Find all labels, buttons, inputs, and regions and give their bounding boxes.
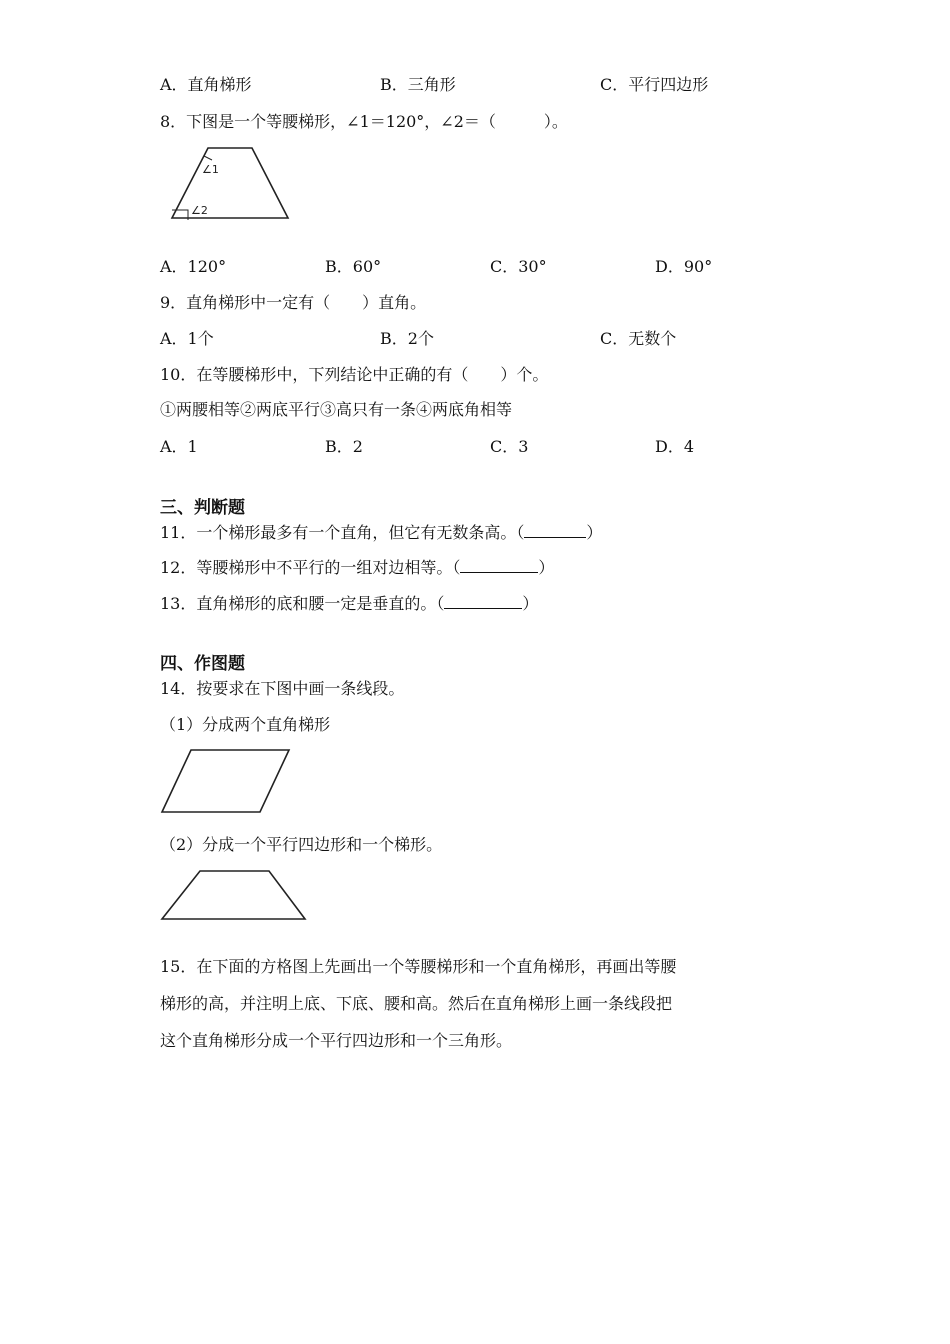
parallelogram-outline bbox=[162, 750, 289, 812]
q15 bbox=[160, 948, 780, 1059]
q10-option-b: B．2 bbox=[325, 437, 363, 456]
trapezoid-outline bbox=[172, 148, 288, 218]
angle2-label: ∠2 bbox=[191, 204, 208, 217]
q7-option-a: A．直角梯形 bbox=[160, 75, 252, 94]
q8-option-a: A．120° bbox=[160, 257, 227, 276]
q11-open-paren: （ bbox=[516, 523, 525, 542]
q7-option-c: C．平行四边形 bbox=[600, 75, 709, 94]
q12-answer-blank[interactable] bbox=[460, 558, 538, 573]
q10-option-d: D．4 bbox=[655, 437, 695, 456]
angle1-arc bbox=[204, 148, 212, 160]
angle1-label: ∠1 bbox=[202, 163, 219, 176]
q14-stem: 14．按要求在下图中画一条线段。 bbox=[160, 679, 405, 698]
q10-statements: ①两腰相等②两底平行③高只有一条④两底角相等 bbox=[160, 400, 513, 419]
q9-stem: 9．直角梯形中一定有（ ）直角。 bbox=[160, 293, 427, 312]
q13-open-paren: （ bbox=[436, 594, 445, 613]
q8-option-d: D．90° bbox=[655, 257, 713, 276]
section3-title: 三、判断题 bbox=[160, 498, 245, 518]
q9-option-c: C．无数个 bbox=[600, 329, 677, 348]
q15-line2: 梯形的高，并注明上底、下底、腰和高。然后在直角梯形上画一条线段把 bbox=[160, 994, 673, 1013]
q10-option-a: A．1 bbox=[160, 437, 198, 456]
q14-part1: （1）分成两个直角梯形 bbox=[160, 715, 331, 734]
q11-close-paren: ） bbox=[586, 523, 603, 542]
q12 bbox=[160, 557, 554, 579]
q12-close-paren: ） bbox=[538, 558, 555, 577]
q8-option-b: B．60° bbox=[325, 257, 382, 276]
q13-answer-blank[interactable] bbox=[444, 594, 522, 609]
isosceles-trapezoid-figure bbox=[160, 140, 300, 230]
q10-option-c: C．3 bbox=[490, 437, 529, 456]
section4-title: 四、作图题 bbox=[160, 654, 245, 674]
q13-close-paren: ） bbox=[522, 594, 539, 613]
q9-option-a: A．1个 bbox=[160, 329, 214, 348]
q13-text: 13．直角梯形的底和腰一定是垂直的。 bbox=[160, 594, 437, 613]
q8-stem: 8．下图是一个等腰梯形，∠1＝120°，∠2＝（ ）。 bbox=[160, 112, 568, 131]
trapezoid-figure[interactable] bbox=[160, 868, 308, 922]
parallelogram-figure[interactable] bbox=[160, 748, 292, 814]
q14-part2: （2）分成一个平行四边形和一个梯形。 bbox=[160, 835, 443, 854]
q11-text: 11．一个梯形最多有一个直角，但它有无数条高。 bbox=[160, 523, 517, 542]
q15-line3: 这个直角梯形分成一个平行四边形和一个三角形。 bbox=[160, 1031, 513, 1050]
q10-stem: 10．在等腰梯形中，下列结论中正确的有（ ）个。 bbox=[160, 365, 549, 384]
q9-option-b: B．2个 bbox=[380, 329, 434, 348]
q13 bbox=[160, 593, 538, 615]
q12-open-paren: （ bbox=[452, 558, 461, 577]
q8-option-c: C．30° bbox=[490, 257, 547, 276]
q11-answer-blank[interactable] bbox=[524, 523, 586, 538]
q15-line1: 15．在下面的方格图上先画出一个等腰梯形和一个直角梯形，再画出等腰 bbox=[160, 957, 677, 976]
trapezoid-outline bbox=[162, 871, 305, 919]
q7-option-b: B．三角形 bbox=[380, 75, 456, 94]
q12-text: 12．等腰梯形中不平行的一组对边相等。 bbox=[160, 558, 453, 577]
q11 bbox=[160, 522, 602, 544]
